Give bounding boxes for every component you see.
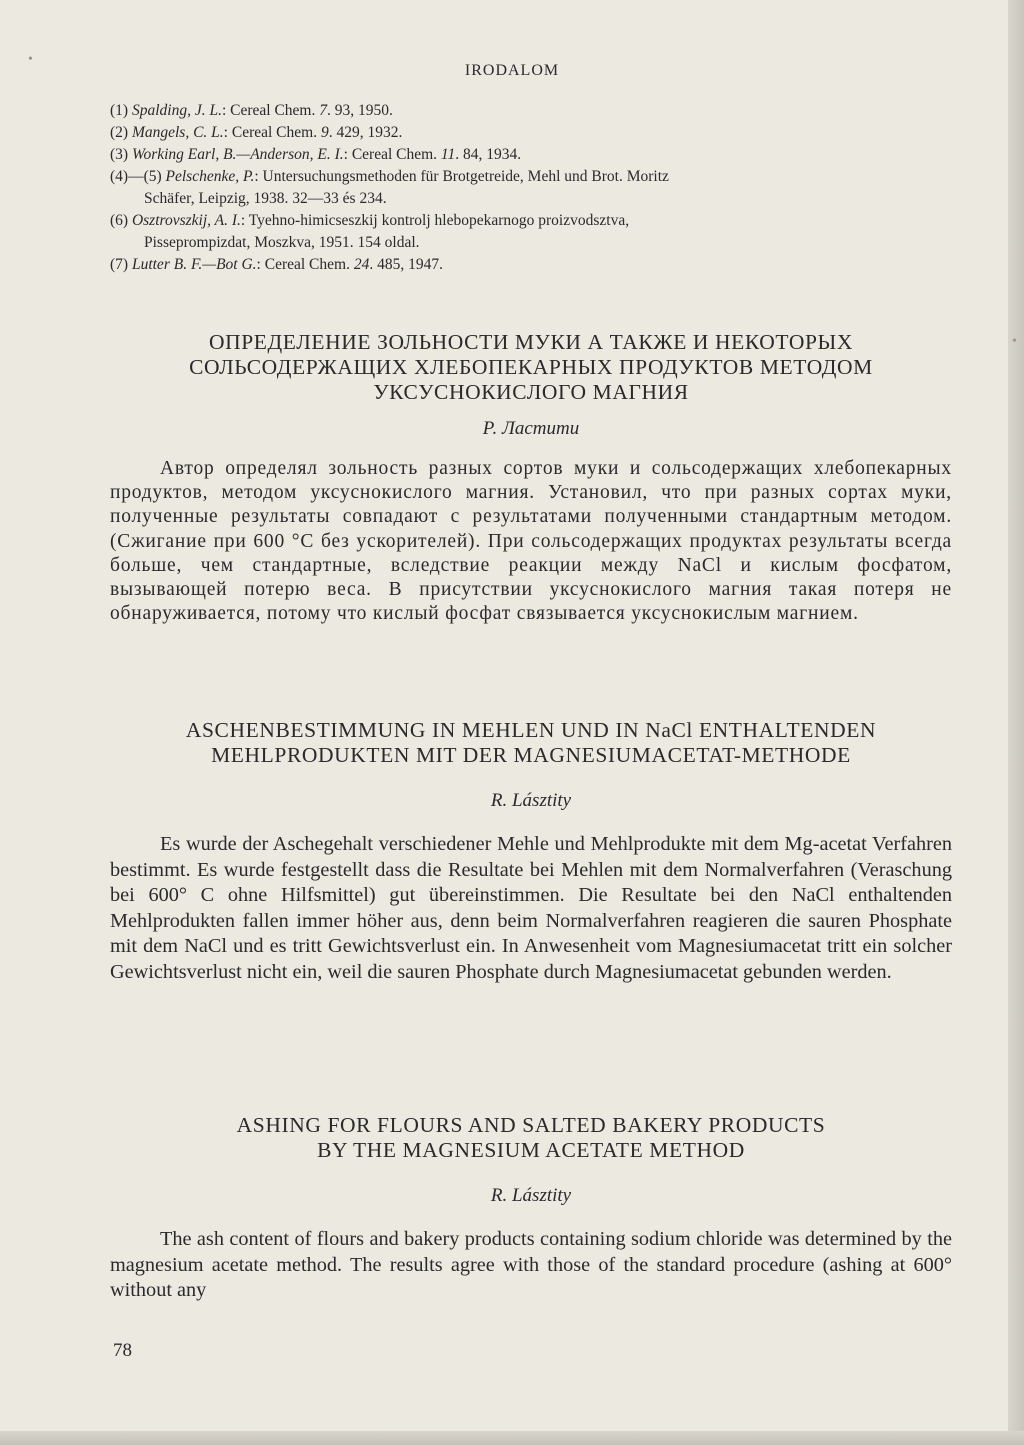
reference-item: (3) Working Earl, B.—Anderson, E. I.: Cereal Chem. 11. 84, 1934. bbox=[110, 146, 522, 163]
reference-list bbox=[110, 100, 952, 276]
abstract-body-de: Es wurde der Aschegehalt verschiedener Mehle und Mehlprodukte mit dem Mg-acetat Verfahren bestimmt. Es wurde festgestellt dass die Resultate bei Mehlen mit dem Normalverfahren (Veraschung bei 600° C ohne Hilfsmittel) gut übereinstimmen. Die Resultate bei den NaCl enthaltenden Mehlprodukten fallen immer höher aus, denn beim Normalverfahren reagieren die sauren Phosphate mit dem NaCl und es tritt Gewichtsverlust ein. In Anwesenheit vom Magnesiumacetat tritt ein solcher Gewichtsverlust nicht ein, weil die sauren Phosphate durch Magnesiumacetat gebunden werden. bbox=[110, 833, 952, 983]
page-edge-right bbox=[1008, 0, 1024, 1445]
scan-dot-mark: • bbox=[28, 52, 33, 67]
abstract-russian bbox=[110, 330, 952, 626]
reference-item: (7) Lutter B. F.—Bot G.: Cereal Chem. 24. 485, 1947. bbox=[110, 256, 443, 273]
running-header: IRODALOM bbox=[464, 62, 560, 79]
abstract-title-de: ASCHENBESTIMMUNG IN MEHLEN UND IN NaCl ENTHALTENDEN MEHLPRODUKTEN MIT DER MAGNESIUMACETAT-METHODE bbox=[185, 718, 877, 767]
abstract-german bbox=[110, 718, 952, 986]
abstract-english bbox=[110, 1113, 952, 1304]
scan-dot-mark: • bbox=[1012, 334, 1017, 349]
abstract-author-de: R. Lásztity bbox=[490, 790, 572, 811]
page-number: 78 bbox=[113, 1340, 132, 1361]
reference-item: (2) Mangels, C. L.: Cereal Chem. 9. 429, 1932. bbox=[110, 124, 403, 141]
reference-item: (1) Spalding, J. L.: Cereal Chem. 7. 93, 1950. bbox=[110, 102, 393, 119]
reference-item: (4)—(5) Pelschenke, P.: Untersuchungsmethoden für Brotgetreide, Mehl und Brot. Moritz Schäfer, Leipzig, 1938. 32—33 és 234. bbox=[110, 168, 669, 207]
abstract-body-ru: Автор определял зольность разных сортов муки и сольсодержащих хлебопекарных продуктов, методом уксуснокислого магния. Установил, что при разных сортах муки, полученные результаты совпадают с результатами полученными стандартным методом. (Сжигание при 600 °С без ускорителей). При сольсодержащих продуктах результаты всегда больше, чем стандартные, вследствие реакции между NaCl и кислым фосфатом, вызывающей потерю веса. В присутствии уксуснокислого магния такая потеря не обнаруживается, потому что кислый фосфат связывается уксуснокислым магнием. bbox=[110, 458, 952, 625]
page-edge-bottom bbox=[0, 1431, 1024, 1445]
abstract-author-en: R. Lásztity bbox=[490, 1185, 572, 1206]
abstract-title-ru: ОПРЕДЕЛЕНИЕ ЗОЛЬНОСТИ МУКИ А ТАКЖЕ И НЕКОТОРЫХ СОЛЬСОДЕРЖАЩИХ ХЛЕБОПЕКАРНЫХ ПРОДУКТОВ МЕТОДОМ УКСУСНОКИСЛОГО МАГНИЯ bbox=[189, 330, 873, 404]
abstract-author-ru: Р. Ластити bbox=[482, 418, 580, 439]
reference-item: (6) Osztrovszkij, A. I.: Tyehno-himicseszkij kontrolj hlebopekarnogo proizvodsztva, Pisseprompizdat, Moszkva, 1951. 154 oldal. bbox=[110, 212, 630, 251]
abstract-title-en: ASHING FOR FLOURS AND SALTED BAKERY PRODUCTS BY THE MAGNESIUM ACETATE METHOD bbox=[236, 1113, 826, 1162]
abstract-body-en: The ash content of flours and bakery products containing sodium chloride was determined by the magnesium acetate method. The results agree with those of the standard procedure (ashing at 600° without any bbox=[110, 1228, 952, 1302]
